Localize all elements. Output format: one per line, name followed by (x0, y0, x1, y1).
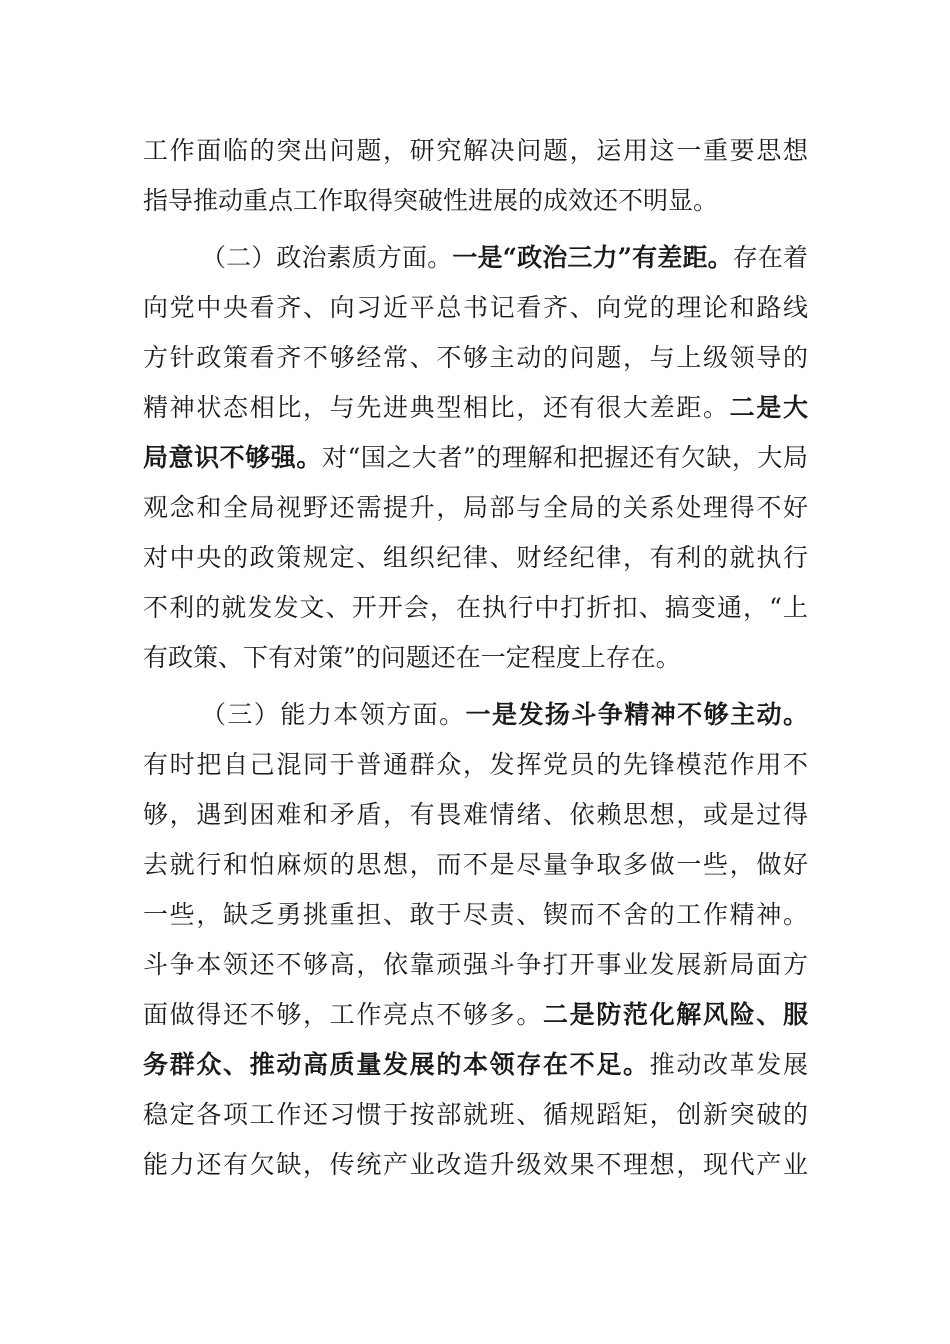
text-segment: 精神状态相比，与先进典型相比，还有很大差距。 (143, 393, 730, 422)
bold-point: 局意识不够强。 (143, 443, 322, 472)
text-segment: 对中央的政策规定、组织纪律、财经纪律，有利的就执行 (143, 543, 808, 572)
text-segment: 对“国之大者”的理解和把握还有欠缺，大局 (321, 443, 808, 472)
text-line (143, 383, 808, 433)
text-line (143, 333, 808, 383)
text-line (143, 740, 808, 790)
bold-point: 一是发扬斗争精神不够主动。 (465, 700, 808, 729)
text-segment: 稳定各项工作还习惯于按部就班、循规蹈矩，创新突破的 (143, 1100, 808, 1129)
text-line (143, 433, 808, 483)
text-segment: 工作面临的突出问题，研究解决问题，运用这一重要思想 (143, 136, 808, 165)
text-segment: 有政策、下有对策”的问题还在一定程度上存在。 (143, 643, 681, 672)
text-line (143, 1090, 808, 1140)
text-segment: 存在着 (732, 243, 808, 272)
text-line (143, 483, 808, 533)
text-line (143, 840, 808, 890)
text-line (143, 126, 808, 176)
text-line (143, 1040, 808, 1090)
text-line (143, 990, 808, 1040)
text-line (143, 890, 808, 940)
text-line (143, 533, 808, 583)
text-line (143, 283, 808, 333)
text-line (143, 940, 808, 990)
text-line (143, 633, 808, 683)
text-segment: 够，遇到困难和矛盾，有畏难情绪、依赖思想，或是过得 (143, 800, 808, 829)
text-line (143, 790, 808, 840)
text-segment: 斗争本领还不够高，依靠顽强斗争打开事业发展新局面方 (143, 950, 808, 979)
text-segment: 指导推动重点工作取得突破性进展的成效还不明显。 (143, 186, 719, 215)
text-segment: 观念和全局视野还需提升，局部与全局的关系处理得不好 (143, 493, 808, 522)
text-segment: 不利的就发发文、开开会，在执行中打折扣、搞变通，“上 (143, 593, 808, 622)
bold-point: 二是大 (729, 393, 808, 422)
text-segment: 能力还有欠缺，传统产业改造升级效果不理想，现代产业 (143, 1150, 808, 1179)
text-segment: 一些，缺乏勇挑重担、敢于尽责、锲而不舍的工作精神。 (143, 900, 808, 929)
text-segment: 面做得还不够，工作亮点不够多。 (143, 1000, 543, 1029)
section-heading: （二）政治素质方面。 (201, 243, 453, 272)
bold-point: 一是“政治三力”有差距。 (452, 243, 733, 272)
bold-point: 务群众、推动高质量发展的本领存在不足。 (143, 1050, 650, 1079)
paragraph-start-line (143, 233, 808, 283)
paragraph-start-line (143, 690, 808, 740)
text-segment: 向党中央看齐、向习近平总书记看齐、向党的理论和路线 (143, 293, 808, 322)
text-line (143, 583, 808, 633)
text-line (143, 176, 808, 226)
text-segment: 方针政策看齐不够经常、不够主动的问题，与上级领导的 (143, 343, 808, 372)
section-heading: （三）能力本领方面。 (201, 700, 466, 729)
text-segment: 有时把自己混同于普通群众，发挥党员的先锋模范作用不 (143, 750, 808, 779)
text-line (143, 1140, 808, 1190)
text-segment: 去就行和怕麻烦的思想，而不是尽量争取多做一些，做好 (143, 850, 808, 879)
text-segment: 推动改革发展 (649, 1050, 808, 1079)
bold-point: 二是防范化解风险、服 (542, 1000, 808, 1029)
